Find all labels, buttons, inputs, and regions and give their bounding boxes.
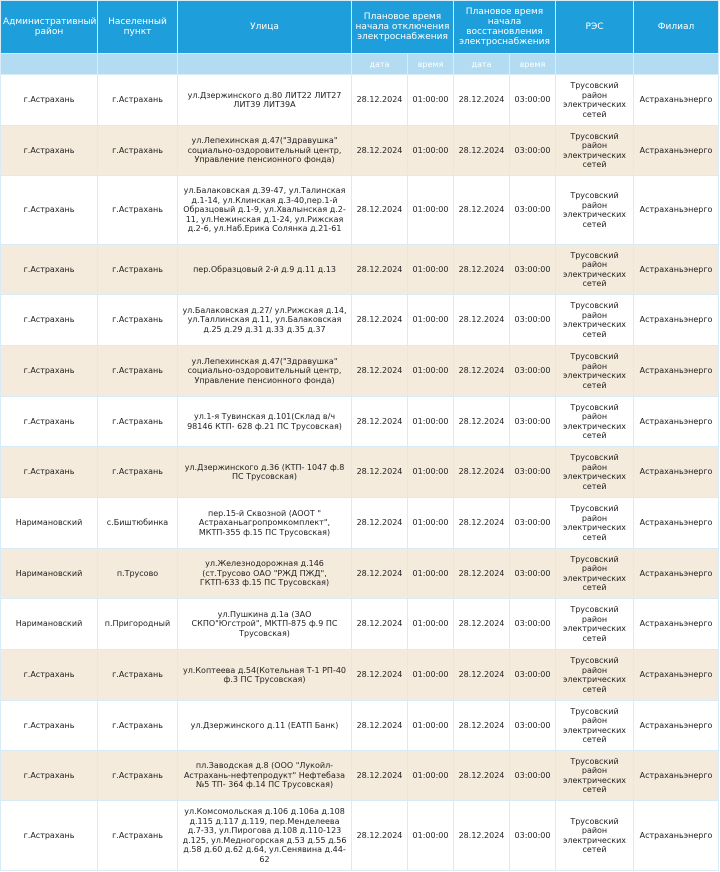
cell-off-time: 01:00:00 xyxy=(408,295,454,346)
cell-res: Трусовский район электрических сетей xyxy=(556,295,634,346)
header-branch: Филиал xyxy=(634,1,719,54)
cell-district: г.Астрахань xyxy=(1,447,98,498)
cell-off-time: 01:00:00 xyxy=(408,599,454,650)
cell-on-date: 28.12.2024 xyxy=(454,126,510,176)
cell-branch: Астраханьэнерго xyxy=(634,447,719,498)
subheader-off-time: время xyxy=(408,54,454,75)
cell-on-time: 03:00:00 xyxy=(510,176,556,245)
subheader-blank xyxy=(634,54,719,75)
cell-branch: Астраханьэнерго xyxy=(634,176,719,245)
cell-on-time: 03:00:00 xyxy=(510,397,556,447)
cell-on-time: 03:00:00 xyxy=(510,650,556,701)
cell-street: ул.Балаковская д.27/ ул.Рижская д.14, ул.Таллинская д.11, ул.Балаковская д.25 д.29 д.31 д.33 д.35 д.37 xyxy=(178,295,352,346)
cell-district: г.Астрахань xyxy=(1,245,98,295)
cell-district: г.Астрахань xyxy=(1,295,98,346)
cell-res: Трусовский район электрических сетей xyxy=(556,599,634,650)
cell-off-date: 28.12.2024 xyxy=(352,176,408,245)
cell-res: Трусовский район электрических сетей xyxy=(556,346,634,397)
cell-res: Трусовский район электрических сетей xyxy=(556,549,634,599)
cell-locality: п.Трусово xyxy=(98,549,178,599)
cell-locality: г.Астрахань xyxy=(98,751,178,801)
cell-res: Трусовский район электрических сетей xyxy=(556,498,634,549)
cell-on-time: 03:00:00 xyxy=(510,346,556,397)
subheader-blank xyxy=(178,54,352,75)
cell-res: Трусовский район электрических сетей xyxy=(556,801,634,871)
cell-street: ул.Лепехинская д.47("Здравушка" социально-оздоровительный центр, Управление пенсионного фонда) xyxy=(178,126,352,176)
cell-on-date: 28.12.2024 xyxy=(454,701,510,751)
cell-locality: г.Астрахань xyxy=(98,295,178,346)
cell-street: ул.Железнодорожная д.146 (ст.Трусово ОАО "РЖД ПЖД", ГКТП-633 ф.15 ПС Трусовская) xyxy=(178,549,352,599)
cell-on-date: 28.12.2024 xyxy=(454,650,510,701)
cell-off-date: 28.12.2024 xyxy=(352,498,408,549)
cell-locality: г.Астрахань xyxy=(98,245,178,295)
cell-off-time: 01:00:00 xyxy=(408,397,454,447)
cell-street: ул.Комсомольская д.106 д.106а д.108 д.115 д.117 д.119, пер.Менделеева д.7-33, ул.Пирогова д.108 д.110-123 д.125, ул.Медногорская д.53 д.55 д.56 д.58 д.60 д.62 д.64, ул.Сенявина д.44-62 xyxy=(178,801,352,871)
cell-street: пер.15-й Сквозной (АООТ " Астраханьагропромкомплект", МКТП-355 ф.15 ПС Трусовская) xyxy=(178,498,352,549)
cell-res: Трусовский район электрических сетей xyxy=(556,701,634,751)
table-row xyxy=(1,346,719,397)
subheader-blank xyxy=(98,54,178,75)
cell-off-date: 28.12.2024 xyxy=(352,447,408,498)
table-row xyxy=(1,447,719,498)
cell-off-time: 01:00:00 xyxy=(408,650,454,701)
table-row xyxy=(1,650,719,701)
cell-branch: Астраханьэнерго xyxy=(634,75,719,126)
cell-street: ул.Лепехинская д.47("Здравушка" социально-оздоровительный центр, Управление пенсионного фонда) xyxy=(178,346,352,397)
cell-on-date: 28.12.2024 xyxy=(454,295,510,346)
header-street: Улица xyxy=(178,1,352,54)
cell-off-time: 01:00:00 xyxy=(408,126,454,176)
cell-off-date: 28.12.2024 xyxy=(352,650,408,701)
header-planned-on: Плановое время начала восстановления электроснабжения xyxy=(454,1,556,54)
cell-off-date: 28.12.2024 xyxy=(352,295,408,346)
cell-off-date: 28.12.2024 xyxy=(352,701,408,751)
cell-branch: Астраханьэнерго xyxy=(634,295,719,346)
cell-off-time: 01:00:00 xyxy=(408,549,454,599)
cell-res: Трусовский район электрических сетей xyxy=(556,75,634,126)
header-planned-off: Плановое время начала отключения электроснабжения xyxy=(352,1,454,54)
cell-on-date: 28.12.2024 xyxy=(454,346,510,397)
cell-on-date: 28.12.2024 xyxy=(454,801,510,871)
cell-district: Наримановский xyxy=(1,498,98,549)
cell-street: ул.Дзержинского д.36 (КТП- 1047 ф.8 ПС Трусовская) xyxy=(178,447,352,498)
table-row xyxy=(1,397,719,447)
table-row xyxy=(1,599,719,650)
cell-on-time: 03:00:00 xyxy=(510,801,556,871)
cell-branch: Астраханьэнерго xyxy=(634,346,719,397)
cell-off-time: 01:00:00 xyxy=(408,751,454,801)
cell-off-time: 01:00:00 xyxy=(408,245,454,295)
cell-locality: г.Астрахань xyxy=(98,650,178,701)
subheader-blank xyxy=(1,54,98,75)
cell-on-date: 28.12.2024 xyxy=(454,447,510,498)
cell-off-date: 28.12.2024 xyxy=(352,346,408,397)
cell-branch: Астраханьэнерго xyxy=(634,126,719,176)
header-res: РЭС xyxy=(556,1,634,54)
cell-street: ул.Дзержинского д.80 ЛИТ22 ЛИТ27 ЛИТ39 ЛИТ39А xyxy=(178,75,352,126)
cell-res: Трусовский район электрических сетей xyxy=(556,176,634,245)
cell-off-date: 28.12.2024 xyxy=(352,751,408,801)
cell-district: г.Астрахань xyxy=(1,801,98,871)
cell-off-date: 28.12.2024 xyxy=(352,599,408,650)
cell-branch: Астраханьэнерго xyxy=(634,498,719,549)
cell-street: ул.Коптеева д.54(Котельная Т-1 РП-40 ф.3 ПС Трусовская) xyxy=(178,650,352,701)
table-row xyxy=(1,126,719,176)
cell-off-date: 28.12.2024 xyxy=(352,75,408,126)
cell-locality: п.Пригородный xyxy=(98,599,178,650)
cell-res: Трусовский район электрических сетей xyxy=(556,397,634,447)
cell-on-date: 28.12.2024 xyxy=(454,75,510,126)
cell-on-date: 28.12.2024 xyxy=(454,751,510,801)
cell-on-time: 03:00:00 xyxy=(510,75,556,126)
cell-street: пл.Заводская д.8 (ООО "Лукойл-Астрахань-нефтепродукт" Нефтебаза №5 ТП- 364 ф.14 ПС Трусовская) xyxy=(178,751,352,801)
cell-locality: г.Астрахань xyxy=(98,447,178,498)
cell-district: г.Астрахань xyxy=(1,650,98,701)
table-row xyxy=(1,801,719,871)
cell-locality: г.Астрахань xyxy=(98,176,178,245)
cell-street: ул.Балаковская д.39-47, ул.Талинская д.1-14, ул.Клинская д.3-40,пер.1-й Образцовый д.1-9, ул.Хвалынская д.2-11, ул.Нежинская д.1-24, ул.Рижская д.2-6, ул.Наб.Ерика Солянка д.21-61 xyxy=(178,176,352,245)
header-admin-district: Административный район xyxy=(1,1,98,54)
cell-branch: Астраханьэнерго xyxy=(634,701,719,751)
cell-on-time: 03:00:00 xyxy=(510,599,556,650)
cell-off-time: 01:00:00 xyxy=(408,498,454,549)
cell-res: Трусовский район электрических сетей xyxy=(556,245,634,295)
cell-off-time: 01:00:00 xyxy=(408,346,454,397)
table-body xyxy=(1,75,719,871)
cell-district: Наримановский xyxy=(1,599,98,650)
cell-locality: г.Астрахань xyxy=(98,701,178,751)
subheader-off-date: дата xyxy=(352,54,408,75)
cell-off-date: 28.12.2024 xyxy=(352,801,408,871)
cell-on-time: 03:00:00 xyxy=(510,701,556,751)
cell-district: г.Астрахань xyxy=(1,701,98,751)
cell-off-time: 01:00:00 xyxy=(408,447,454,498)
table-header xyxy=(1,1,719,75)
cell-on-time: 03:00:00 xyxy=(510,549,556,599)
cell-branch: Астраханьэнерго xyxy=(634,751,719,801)
table-row xyxy=(1,498,719,549)
cell-branch: Астраханьэнерго xyxy=(634,549,719,599)
cell-branch: Астраханьэнерго xyxy=(634,801,719,871)
cell-on-time: 03:00:00 xyxy=(510,751,556,801)
cell-district: Наримановский xyxy=(1,549,98,599)
cell-branch: Астраханьэнерго xyxy=(634,397,719,447)
table-row xyxy=(1,549,719,599)
cell-locality: г.Астрахань xyxy=(98,801,178,871)
cell-on-time: 03:00:00 xyxy=(510,498,556,549)
cell-res: Трусовский район электрических сетей xyxy=(556,126,634,176)
cell-off-date: 28.12.2024 xyxy=(352,549,408,599)
cell-locality: г.Астрахань xyxy=(98,75,178,126)
cell-district: г.Астрахань xyxy=(1,176,98,245)
cell-branch: Астраханьэнерго xyxy=(634,599,719,650)
cell-off-time: 01:00:00 xyxy=(408,701,454,751)
cell-street: пер.Образцовый 2-й д.9 д.11 д.13 xyxy=(178,245,352,295)
cell-district: г.Астрахань xyxy=(1,75,98,126)
cell-on-time: 03:00:00 xyxy=(510,245,556,295)
cell-on-date: 28.12.2024 xyxy=(454,498,510,549)
cell-locality: г.Астрахань xyxy=(98,397,178,447)
cell-off-date: 28.12.2024 xyxy=(352,245,408,295)
cell-on-time: 03:00:00 xyxy=(510,126,556,176)
cell-district: г.Астрахань xyxy=(1,126,98,176)
cell-district: г.Астрахань xyxy=(1,346,98,397)
cell-street: ул.1-я Тувинская д.101(Склад в/ч 98146 КТП- 628 ф.21 ПС Трусовская) xyxy=(178,397,352,447)
table-row xyxy=(1,701,719,751)
cell-on-date: 28.12.2024 xyxy=(454,176,510,245)
header-locality: Населенный пункт xyxy=(98,1,178,54)
table-row xyxy=(1,751,719,801)
table-row xyxy=(1,75,719,126)
cell-on-date: 28.12.2024 xyxy=(454,245,510,295)
cell-on-date: 28.12.2024 xyxy=(454,549,510,599)
cell-off-time: 01:00:00 xyxy=(408,801,454,871)
cell-off-time: 01:00:00 xyxy=(408,176,454,245)
cell-res: Трусовский район электрических сетей xyxy=(556,650,634,701)
cell-on-time: 03:00:00 xyxy=(510,295,556,346)
cell-res: Трусовский район электрических сетей xyxy=(556,751,634,801)
cell-off-date: 28.12.2024 xyxy=(352,126,408,176)
subheader-blank xyxy=(556,54,634,75)
cell-on-time: 03:00:00 xyxy=(510,447,556,498)
cell-district: г.Астрахань xyxy=(1,397,98,447)
cell-branch: Астраханьэнерго xyxy=(634,650,719,701)
table-row xyxy=(1,176,719,245)
subheader-on-date: дата xyxy=(454,54,510,75)
subheader-on-time: время xyxy=(510,54,556,75)
cell-locality: г.Астрахань xyxy=(98,346,178,397)
cell-district: г.Астрахань xyxy=(1,751,98,801)
cell-on-date: 28.12.2024 xyxy=(454,397,510,447)
cell-on-date: 28.12.2024 xyxy=(454,599,510,650)
table-row xyxy=(1,295,719,346)
cell-res: Трусовский район электрических сетей xyxy=(556,447,634,498)
cell-off-time: 01:00:00 xyxy=(408,75,454,126)
cell-street: ул.Дзержинского д.11 (ЕАТП Банк) xyxy=(178,701,352,751)
cell-locality: с.Биштюбинка xyxy=(98,498,178,549)
cell-street: ул.Пушкина д.1а (ЗАО СКПО"Югстрой", МКТП-875 ф.9 ПС Трусовская) xyxy=(178,599,352,650)
cell-off-date: 28.12.2024 xyxy=(352,397,408,447)
cell-locality: г.Астрахань xyxy=(98,126,178,176)
table-row xyxy=(1,245,719,295)
cell-branch: Астраханьэнерго xyxy=(634,245,719,295)
